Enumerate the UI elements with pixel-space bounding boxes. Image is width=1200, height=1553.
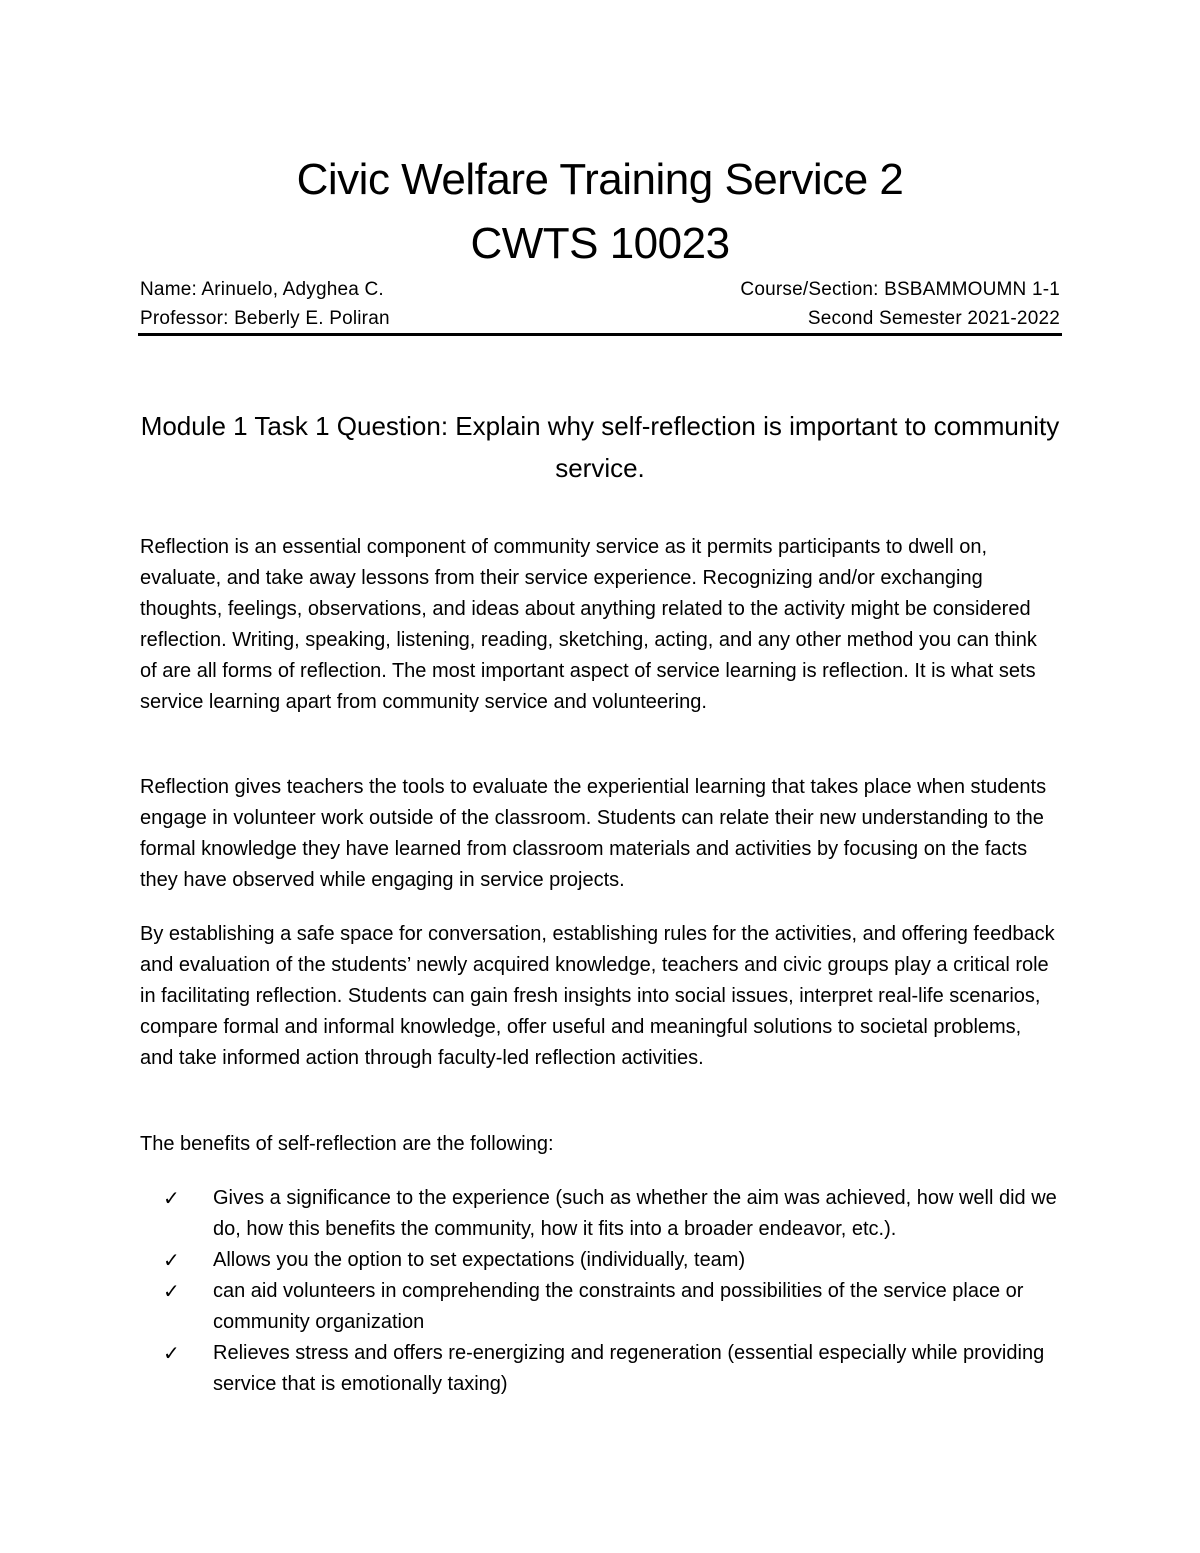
course-section: Course/Section: BSBAMMOUMN 1-1 [740, 279, 1060, 300]
document-title: Civic Welfare Training Service 2 [296, 155, 904, 204]
list-item [163, 1245, 1063, 1276]
list-item [163, 1338, 1063, 1400]
checkmark-icon: ✓ [163, 1186, 180, 1210]
question-heading: Module 1 Task 1 Question: Explain why self-reflection is important to community service. [140, 411, 1060, 483]
list-item-text: Gives a significance to the experience (such as whether the aim was achieved, how well did we do, how this benefits the community, how it fits into a broader endeavor, etc.). [213, 1187, 1057, 1240]
list-item-text: Allows you the option to set expectations (individually, team) [213, 1249, 746, 1271]
benefits-intro: The benefits of self-reflection are the following: [140, 1133, 554, 1155]
benefits-list [163, 1183, 1063, 1400]
list-item-text: can aid volunteers in comprehending the constraints and possibilities of the service place or community organization [213, 1280, 1024, 1333]
paragraph: Reflection is an essential component of community service as it permits participants to dwell on, evaluate, and take away lessons from their service experience. Recognizing and/or exchanging thoughts, feelings, observations, and ideas about anything related to the activity might be considered reflection. Writing, speaking, listening, reading, sketching, acting, and any other method you can think of are all forms of reflection. The most important aspect of service learning is reflection. It is what sets service learning apart from community service and volunteering. [140, 536, 1037, 713]
header-divider [138, 333, 1062, 336]
semester: Second Semester 2021-2022 [807, 308, 1060, 329]
paragraph: Reflection gives teachers the tools to evaluate the experiential learning that takes place when students engage in volunteer work outside of the classroom. Students can relate their new understanding to the formal knowledge they have learned from classroom materials and activities by focusing on the facts they have observed while engaging in service projects. [140, 776, 1047, 891]
student-name: Name: Arinuelo, Adyghea C. [140, 279, 384, 300]
course-code: CWTS 10023 [470, 219, 730, 268]
checkmark-icon: ✓ [163, 1248, 180, 1272]
paragraph: By establishing a safe space for conversation, establishing rules for the activities, and offering feedback and evaluation of the students’ newly acquired knowledge, teachers and civic groups play a critical role in facilitating reflection. Students can gain fresh insights into social issues, interpret real-life scenarios, compare formal and informal knowledge, offer useful and meaningful solutions to societal problems, and take informed action through faculty-led reflection activities. [140, 923, 1055, 1069]
professor-name: Professor: Beberly E. Poliran [140, 308, 390, 329]
checkmark-icon: ✓ [163, 1341, 180, 1365]
list-item [163, 1276, 1063, 1338]
list-item-text: Relieves stress and offers re-energizing and regeneration (essential especially while providing service that is emotionally taxing) [213, 1342, 1045, 1395]
list-item [163, 1183, 1063, 1245]
checkmark-icon: ✓ [163, 1279, 180, 1303]
